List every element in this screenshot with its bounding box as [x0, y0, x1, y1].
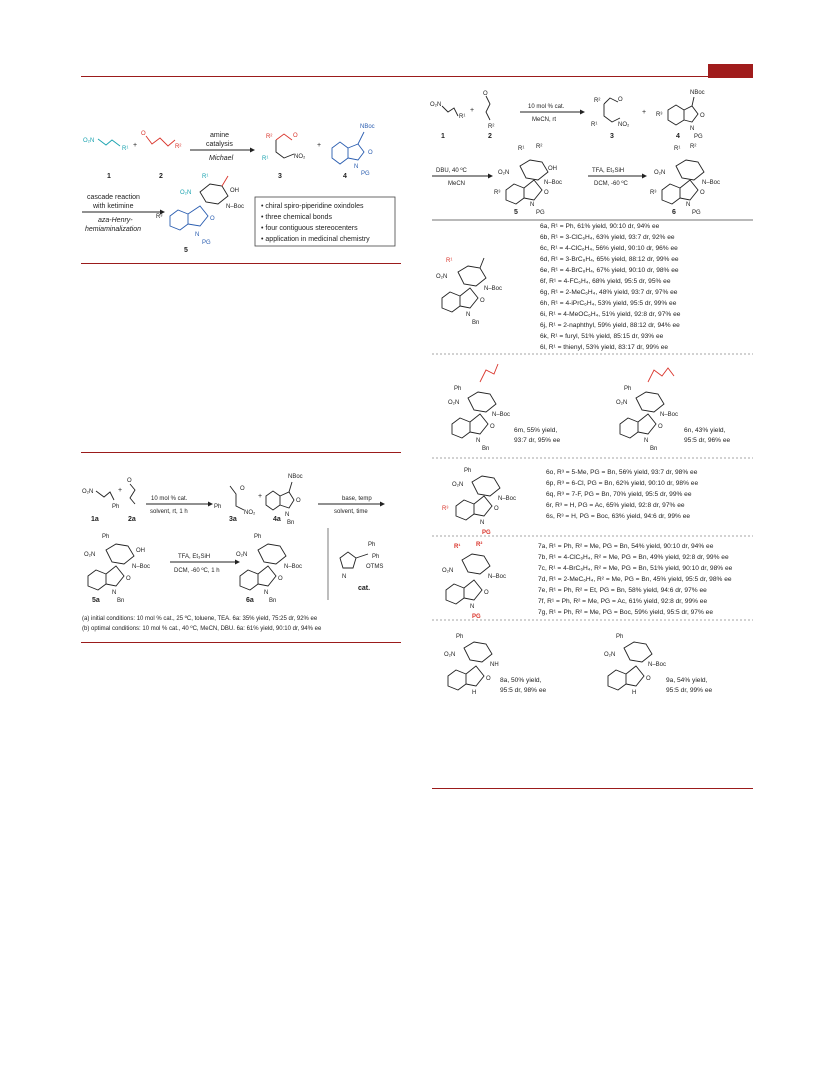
- svg-text:O₂N: O₂N: [444, 652, 456, 658]
- s3-compound-1: 1: [441, 133, 445, 140]
- svg-text:Ph: Ph: [464, 468, 472, 474]
- label-6m-2: 93:7 dr, 95% ee: [514, 437, 561, 444]
- structure-6n: [616, 368, 678, 452]
- svg-text:OH: OH: [548, 166, 557, 172]
- compound-6a-label: 6a: [246, 597, 254, 604]
- svg-text:O: O: [127, 478, 132, 484]
- svg-text:N–Boc: N–Boc: [492, 412, 511, 418]
- svg-text:H: H: [472, 690, 477, 696]
- compound-2a-label: 2a: [128, 516, 136, 523]
- svg-text:O₂N: O₂N: [452, 482, 464, 488]
- compound-1-label: 1: [107, 173, 111, 180]
- svg-text:R²: R²: [266, 134, 273, 140]
- structure-9a: [604, 634, 666, 696]
- svg-text:R³: R³: [494, 190, 501, 196]
- svg-text:N: N: [686, 202, 691, 208]
- compound-5-label: 5: [184, 247, 188, 254]
- svg-text:NBoc: NBoc: [288, 474, 303, 480]
- entry-6e: 6e, R¹ = 4-BrC₆H₄, 67% yield, 90:10 dr, 98% ee: [540, 267, 679, 274]
- label-8a-2: 95:5 dr, 98% ee: [500, 687, 547, 694]
- compound-4-label: 4: [343, 173, 347, 180]
- scheme-3-bottom-rule: [432, 788, 753, 789]
- svg-text:PG: PG: [472, 614, 481, 620]
- svg-text:N: N: [264, 590, 269, 596]
- feature-1: • chiral spiro-piperidine oxindoles: [261, 203, 364, 210]
- svg-text:N: N: [480, 520, 485, 526]
- svg-text:NBoc: NBoc: [690, 90, 705, 96]
- svg-text:O: O: [210, 216, 215, 222]
- svg-text:Ph: Ph: [102, 534, 110, 540]
- svg-text:Ph: Ph: [616, 634, 624, 640]
- svg-text:O₂N: O₂N: [654, 170, 666, 176]
- svg-text:O: O: [646, 676, 651, 682]
- compound-3-label: 3: [278, 173, 282, 180]
- svg-text:R¹: R¹: [202, 174, 209, 180]
- aldehyde-structure: [141, 131, 181, 150]
- entry-7a: 7a, R¹ = Ph, R² = Me, PG = Bn, 54% yield, 90:10 dr, 94% ee: [538, 543, 714, 550]
- svg-text:Bn: Bn: [269, 598, 277, 604]
- svg-text:R²: R²: [175, 144, 182, 150]
- scheme-2-bottom-rule: [81, 642, 401, 643]
- svg-text:O: O: [700, 190, 705, 196]
- s3-dbu-a: DBU, 40 ºC: [436, 168, 467, 174]
- svg-text:O: O: [480, 298, 485, 304]
- s3-cond-a: 10 mol % cat.: [528, 104, 565, 110]
- note-initial: (a) initial conditions: 10 mol % cat., 25 ºC, toluene, TEA. 6a: 35% yield, 75:25 dr, 92% ee: [82, 616, 318, 622]
- svg-text:O₂N: O₂N: [604, 652, 616, 658]
- svg-text:R³: R³: [442, 506, 449, 512]
- entry-6d: 6d, R¹ = 3-BrC₆H₄, 65% yield, 88:12 dr, 99% ee: [540, 256, 679, 263]
- svg-text:Ph: Ph: [372, 554, 380, 560]
- entry-6j: 6j, R¹ = 2-naphthyl, 59% yield, 88:12 dr, 94% ee: [540, 322, 680, 329]
- svg-text:O: O: [141, 131, 146, 137]
- entry-6b: 6b, R¹ = 3-ClC₆H₄, 63% yield, 93:7 dr, 92% ee: [540, 234, 675, 241]
- series-6-list: [540, 223, 681, 351]
- label-6m-1: 6m, 55% yield,: [514, 427, 558, 434]
- svg-text:O₂N: O₂N: [180, 190, 192, 196]
- scheme-1: [80, 120, 420, 265]
- structure-7a: [442, 541, 506, 620]
- entry-6g: 6g, R¹ = 2-MeC₆H₄, 48% yield, 93:7 dr, 97% ee: [540, 289, 678, 296]
- feature-4: • application in medicinal chemistry: [261, 236, 370, 243]
- svg-text:N–Boc: N–Boc: [660, 412, 679, 418]
- svg-text:O₂N: O₂N: [442, 568, 454, 574]
- scheme-1-rule: [81, 263, 401, 264]
- svg-text:O: O: [700, 113, 705, 119]
- svg-text:Ph: Ph: [624, 386, 632, 392]
- s3-compound-6: 6: [672, 209, 676, 216]
- s3-compound-5: 5: [514, 209, 518, 216]
- entry-7e: 7e, R¹ = Ph, R² = Et, PG = Bn, 58% yield, 94:6 dr, 97% ee: [538, 587, 707, 594]
- entry-6c: 6c, R¹ = 4-ClC₆H₄, 56% yield, 90:10 dr, 96% ee: [540, 245, 678, 252]
- entry-6q: 6q, R³ = 7-F, PG = Bn, 70% yield, 95:5 dr, 99% ee: [546, 491, 692, 498]
- svg-text:O: O: [483, 91, 488, 97]
- svg-text:O: O: [658, 424, 663, 430]
- s3-compound-2: 2: [488, 133, 492, 140]
- svg-text:O₂N: O₂N: [82, 489, 94, 495]
- michael-label: Michael: [209, 155, 234, 162]
- svg-text:N: N: [195, 232, 200, 238]
- svg-text:R²: R²: [594, 98, 601, 104]
- svg-text:R³: R³: [656, 112, 663, 118]
- label-6n-1: 6n, 43% yield,: [684, 427, 726, 434]
- entry-7g: 7g, R¹ = Ph, R² = Me, PG = Boc, 59% yield, 95:5 dr, 97% ee: [538, 609, 714, 616]
- svg-text:O: O: [296, 498, 301, 504]
- entry-6k: 6k, R¹ = furyl, 51% yield, 85:15 dr, 93% ee: [540, 333, 664, 340]
- spiro-product-structure: [156, 174, 244, 246]
- svg-text:R²: R²: [536, 144, 543, 150]
- cond-2a: base, temp: [342, 496, 372, 502]
- structure-6m: [448, 364, 510, 452]
- cascade-label-2: with ketimine: [93, 203, 134, 210]
- svg-text:R¹: R¹: [262, 156, 269, 162]
- s3-tfa-b: DCM, -60 ºC: [594, 181, 628, 187]
- svg-text:NO₂: NO₂: [294, 154, 306, 160]
- svg-text:O: O: [293, 133, 298, 139]
- compound-3a-label: 3a: [229, 516, 237, 523]
- entry-7f: 7f, R¹ = Ph, R² = Me, PG = Ac, 61% yield, 92:8 dr, 99% ee: [538, 598, 708, 605]
- catalysis-label: catalysis: [206, 141, 233, 148]
- svg-text:Bn: Bn: [472, 320, 480, 326]
- svg-text:N–Boc: N–Boc: [544, 180, 563, 186]
- entry-6l: 6l, R¹ = thienyl, 53% yield, 83:17 dr, 99% ee: [540, 344, 669, 351]
- svg-text:O: O: [484, 590, 489, 596]
- svg-text:+: +: [118, 487, 123, 494]
- svg-text:N–Boc: N–Boc: [132, 564, 151, 570]
- svg-text:R¹: R¹: [459, 114, 466, 120]
- svg-text:R¹: R¹: [518, 146, 525, 152]
- svg-text:N–Boc: N–Boc: [484, 286, 503, 292]
- entry-6s: 6s, R³ = H, PG = Boc, 63% yield, 94:6 dr, 99% ee: [546, 513, 691, 520]
- svg-text:Bn: Bn: [117, 598, 125, 604]
- svg-text:OH: OH: [136, 548, 145, 554]
- svg-text:O₂N: O₂N: [236, 552, 248, 558]
- cond-3b: DCM, -60 ºC, 1 h: [174, 568, 220, 574]
- svg-text:O₂N: O₂N: [448, 400, 460, 406]
- svg-text:N: N: [644, 438, 649, 444]
- aza-label-2: hemiaminalization: [85, 226, 142, 233]
- svg-text:N–Boc: N–Boc: [488, 574, 507, 580]
- svg-text:O: O: [240, 486, 245, 492]
- scheme-2-top-rule: [81, 452, 401, 453]
- cond-1b: solvent, rt, 1 h: [150, 509, 188, 515]
- svg-text:O: O: [618, 97, 623, 103]
- aza-label-1: aza-Henry-: [98, 217, 133, 224]
- svg-text:NO₂: NO₂: [618, 122, 630, 128]
- svg-text:N: N: [466, 312, 471, 318]
- catalyst-structure: [340, 542, 383, 580]
- svg-text:PG: PG: [202, 240, 211, 246]
- svg-text:NO₂: NO₂: [244, 510, 256, 516]
- svg-text:R¹: R¹: [591, 122, 598, 128]
- svg-text:N–Boc: N–Boc: [702, 180, 721, 186]
- svg-text:NBoc: NBoc: [360, 124, 375, 130]
- s3-compound-3: 3: [610, 133, 614, 140]
- svg-text:+: +: [258, 493, 263, 500]
- svg-text:O: O: [490, 424, 495, 430]
- svg-text:O₂N: O₂N: [84, 552, 96, 558]
- svg-text:N: N: [476, 438, 481, 444]
- svg-text:O: O: [494, 506, 499, 512]
- svg-text:O: O: [278, 576, 283, 582]
- svg-text:O₂N: O₂N: [83, 138, 95, 144]
- svg-text:O: O: [544, 190, 549, 196]
- svg-text:O₂N: O₂N: [616, 400, 628, 406]
- entry-6r: 6r, R³ = H, PG = Ac, 65% yield, 92:8 dr, 97% ee: [546, 502, 685, 509]
- svg-text:Bn: Bn: [650, 446, 658, 452]
- svg-text:O: O: [126, 576, 131, 582]
- catalyst-label: cat.: [358, 585, 371, 592]
- svg-text:NH: NH: [490, 662, 499, 668]
- entry-6f: 6f, R¹ = 4-FC₆H₄, 68% yield, 95:5 dr, 95% ee: [540, 278, 671, 285]
- entry-7c: 7c, R¹ = 4-BrC₆H₄, R² = Me, PG = Bn, 51% yield, 90:10 dr, 98% ee: [538, 565, 733, 572]
- svg-text:N: N: [342, 574, 347, 580]
- entry-7d: 7d, R¹ = 2-MeC₆H₄, R² = Me, PG = Bn, 45% yield, 95:5 dr, 98% ee: [538, 576, 732, 583]
- svg-text:R³: R³: [156, 214, 163, 220]
- svg-text:Bn: Bn: [482, 446, 490, 452]
- svg-text:N–Boc: N–Boc: [226, 204, 245, 210]
- ketimine-structure: [332, 124, 375, 177]
- cond-1a: 10 mol % cat.: [151, 496, 188, 502]
- note-optimal: (b) optimal conditions: 10 mol % cat., 40 ºC, MeCN, DBU. 6a: 61% yield, 90:10 dr, 94% ee: [82, 626, 322, 632]
- compound-1a-label: 1a: [91, 516, 99, 523]
- svg-text:N: N: [112, 590, 117, 596]
- svg-text:Ph: Ph: [214, 504, 222, 510]
- svg-text:Ph: Ph: [368, 542, 376, 548]
- svg-text:PG: PG: [361, 171, 370, 177]
- svg-text:+: +: [317, 142, 322, 149]
- scheme-2: [80, 460, 405, 635]
- label-8a-1: 8a, 50% yield,: [500, 677, 542, 684]
- svg-text:R³: R³: [650, 190, 657, 196]
- michael-adduct-structure: [262, 133, 306, 162]
- svg-text:+: +: [470, 107, 475, 114]
- s3-dbu-b: MeCN: [448, 181, 466, 187]
- compound-5a-label: 5a: [92, 597, 100, 604]
- label-6n-2: 95:5 dr, 96% ee: [684, 437, 731, 444]
- entry-6i: 6i, R¹ = 4-MeOC₆H₄, 51% yield, 92:8 dr, 97% ee: [540, 311, 681, 318]
- svg-text:Ph: Ph: [456, 634, 464, 640]
- compound-4a-label: 4a: [273, 516, 281, 523]
- compound-2-label: 2: [159, 173, 163, 180]
- entry-6o: 6o, R³ = 5-Me, PG = Bn, 56% yield, 93:7 dr, 98% ee: [546, 469, 698, 476]
- svg-text:N: N: [285, 512, 290, 518]
- header-tab: [708, 64, 753, 78]
- s3-compound-4: 4: [676, 133, 680, 140]
- s3-cond-b: MeCN, rt: [532, 117, 556, 123]
- svg-text:R¹: R¹: [454, 544, 461, 550]
- structure-8a: [444, 634, 499, 696]
- svg-text:N: N: [530, 202, 535, 208]
- svg-text:R²: R²: [488, 124, 495, 130]
- svg-text:R¹: R¹: [122, 146, 129, 152]
- svg-text:O: O: [486, 676, 491, 682]
- svg-text:PG: PG: [694, 134, 703, 140]
- label-9a-1: 9a, 54% yield,: [666, 677, 708, 684]
- structure-6o: [442, 468, 516, 536]
- svg-text:O₂N: O₂N: [498, 170, 510, 176]
- svg-text:PG: PG: [536, 210, 545, 216]
- svg-text:N–Boc: N–Boc: [498, 496, 517, 502]
- svg-text:OH: OH: [230, 188, 239, 194]
- entry-6p: 6p, R³ = 6-Cl, PG = Bn, 62% yield, 90:10 dr, 98% ee: [546, 480, 699, 487]
- cascade-label-1: cascade reaction: [87, 194, 140, 201]
- svg-text:Bn: Bn: [287, 520, 295, 526]
- svg-text:PG: PG: [482, 530, 491, 536]
- feature-3: • four contiguous stereocenters: [261, 225, 358, 232]
- svg-text:Ph: Ph: [454, 386, 462, 392]
- svg-text:N: N: [354, 164, 359, 170]
- label-9a-2: 95:5 dr, 99% ee: [666, 687, 713, 694]
- svg-text:N–Boc: N–Boc: [648, 662, 667, 668]
- svg-text:O₂N: O₂N: [430, 102, 442, 108]
- svg-text:+: +: [642, 109, 647, 116]
- entry-7b: 7b, R¹ = 4-ClC₆H₄, R² = Me, PG = Bn, 49% yield, 92:8 dr, 99% ee: [538, 554, 729, 561]
- svg-text:N–Boc: N–Boc: [284, 564, 303, 570]
- amine-label: amine: [210, 132, 230, 139]
- svg-text:+: +: [133, 142, 138, 149]
- svg-text:N: N: [470, 604, 475, 610]
- svg-text:Ph: Ph: [254, 534, 262, 540]
- svg-text:R¹: R¹: [674, 146, 681, 152]
- svg-text:OTMS: OTMS: [366, 564, 384, 570]
- header-rule: [81, 76, 753, 77]
- series-7-list: [538, 543, 733, 616]
- s3-tfa-a: TFA, Et₃SiH: [592, 168, 625, 174]
- svg-text:PG: PG: [692, 210, 701, 216]
- svg-text:R²: R²: [690, 144, 697, 150]
- cond-2b: solvent, time: [334, 509, 368, 515]
- cond-3a: TFA, Et₃SiH: [178, 554, 211, 560]
- nitroalkene-structure: [83, 138, 128, 152]
- svg-text:N: N: [690, 126, 695, 132]
- svg-text:O₂N: O₂N: [436, 274, 448, 280]
- entry-6a: 6a, R¹ = Ph, 61% yield, 90:10 dr, 94% ee: [540, 223, 660, 230]
- svg-text:R¹: R¹: [446, 258, 453, 264]
- svg-text:Ph: Ph: [112, 504, 120, 510]
- svg-text:O: O: [368, 150, 373, 156]
- feature-2: • three chemical bonds: [261, 214, 332, 221]
- svg-text:H: H: [632, 690, 637, 696]
- scheme-3: [428, 86, 758, 791]
- entry-6h: 6h, R¹ = 4-iPrC₆H₄, 53% yield, 95:5 dr, 99% ee: [540, 300, 677, 307]
- svg-text:R²: R²: [476, 542, 483, 548]
- series-6o-list: [546, 469, 698, 520]
